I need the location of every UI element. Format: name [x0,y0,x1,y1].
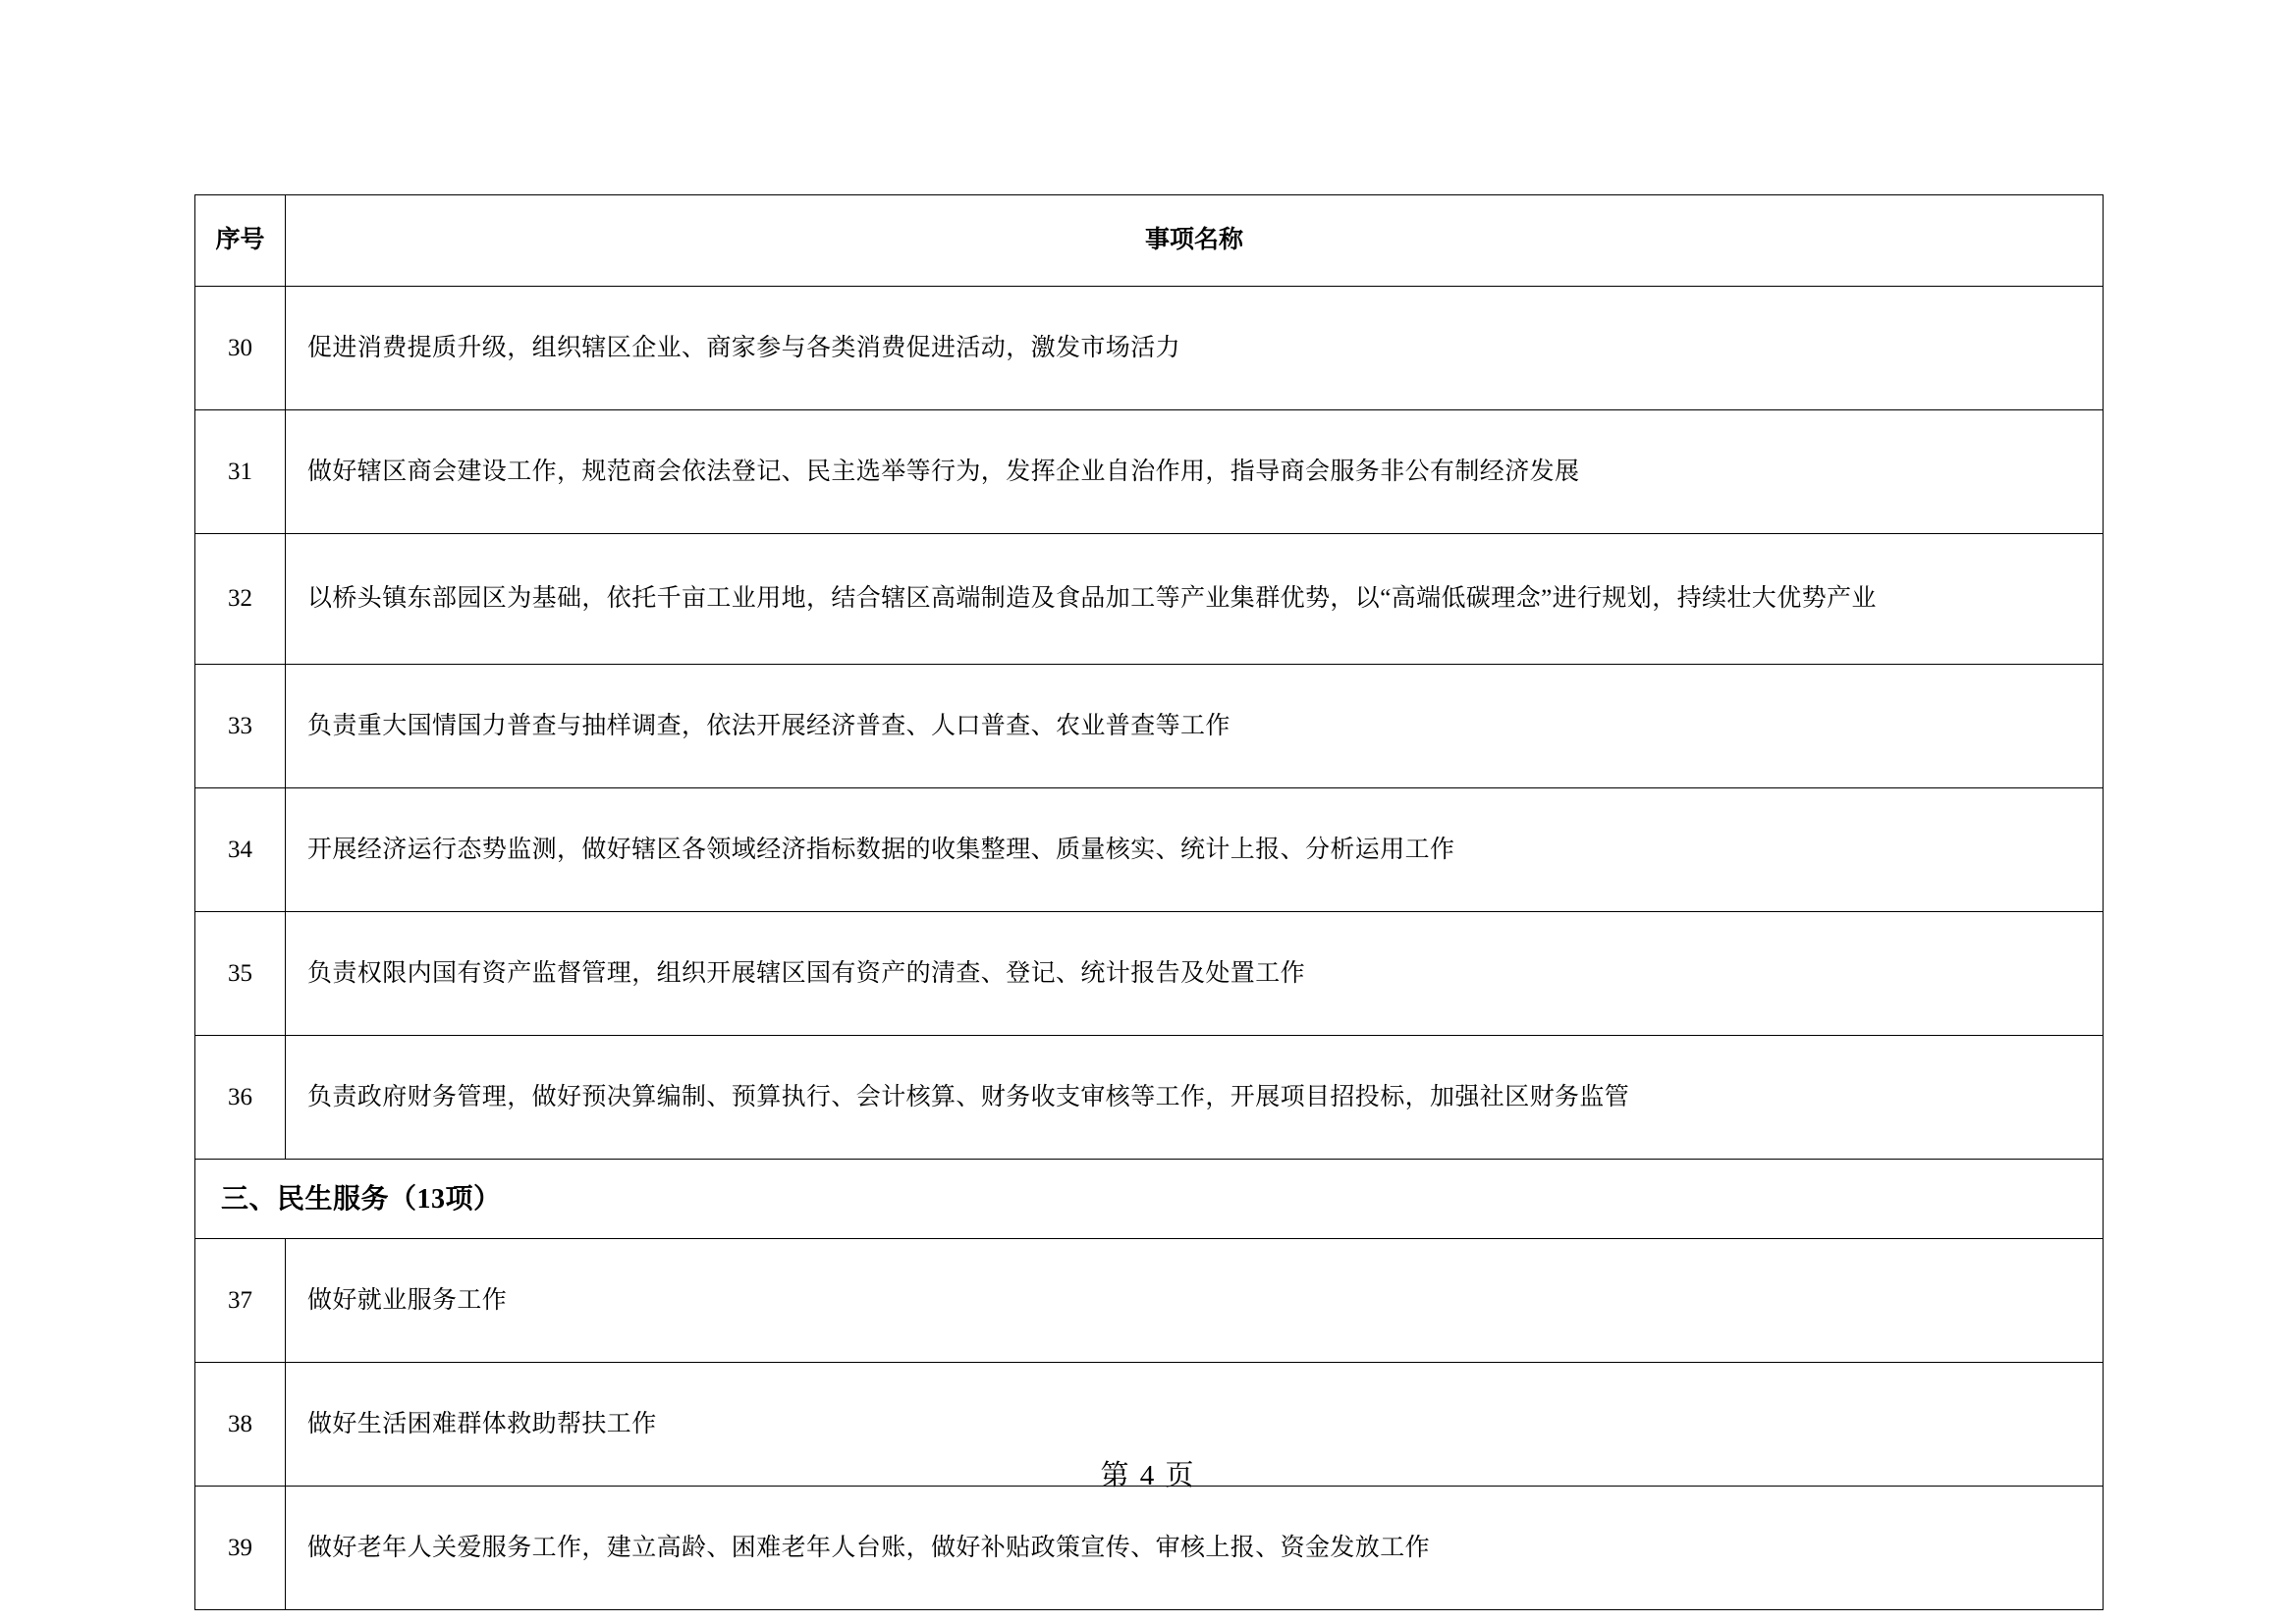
column-header-no: 序号 [195,195,286,287]
table-row [195,788,2104,912]
row-content [286,788,2104,912]
row-content [286,534,2104,665]
row-number: 30 [195,287,286,410]
row-text: 以桥头镇东部园区为基础，依托千亩工业用地，结合辖区高端制造及食品加工等产业集群优势，以“高端低碳理念”进行规划，持续壮大优势产业 [307,585,1877,613]
row-number: 39 [195,1487,286,1610]
row-content [286,912,2104,1036]
table-row [195,1239,2104,1363]
row-number: 32 [195,534,286,665]
row-number: 36 [195,1036,286,1160]
row-content [286,1487,2104,1610]
table-row [195,410,2104,534]
row-text: 做好就业服务工作 [307,1286,508,1314]
row-text: 负责重大国情国力普查与抽样调查，依法开展经济普查、人口普查、农业普查等工作 [307,712,1230,739]
row-text: 做好老年人关爱服务工作，建立高龄、困难老年人台账，做好补贴政策宣传、审核上报、资金发放工作 [307,1534,1431,1561]
table-row [195,534,2104,665]
row-content [286,1239,2104,1363]
table-row [195,287,2104,410]
row-content [286,410,2104,534]
row-content [286,1036,2104,1160]
table-row [195,1487,2104,1610]
row-text: 做好辖区商会建设工作，规范商会依法登记、民主选举等行为，发挥企业自治作用，指导商会服务非公有制经济发展 [307,458,1580,485]
table-row [195,665,2104,788]
row-number: 31 [195,410,286,534]
column-header-name: 事项名称 [286,195,2104,287]
row-text: 促进消费提质升级，组织辖区企业、商家参与各类消费促进活动，激发市场活力 [307,334,1181,361]
row-number: 38 [195,1363,286,1487]
row-text: 做好生活困难群体救助帮扶工作 [307,1410,657,1437]
row-text: 负责政府财务管理，做好预决算编制、预算执行、会计核算、财务收支审核等工作，开展项目招投标，加强社区财务监管 [307,1083,1630,1110]
row-content [286,665,2104,788]
table-row [195,912,2104,1036]
row-content [286,287,2104,410]
row-text: 负责权限内国有资产监督管理，组织开展辖区国有资产的清查、登记、统计报告及处置工作 [307,959,1306,987]
row-number: 35 [195,912,286,1036]
table-row [195,1036,2104,1160]
row-number: 37 [195,1239,286,1363]
page-footer: 第 4 页 [1100,1460,1196,1491]
row-number: 33 [195,665,286,788]
section-heading-row [195,1160,2104,1239]
table-body [195,195,2104,1610]
row-text: 开展经济运行态势监测，做好辖区各领域经济指标数据的收集整理、质量核实、统计上报、分析运用工作 [307,836,1455,863]
table-header-row [195,195,2104,287]
duty-list-table [194,194,2104,1610]
row-number: 34 [195,788,286,912]
section-title: 三、民生服务（13项） [195,1160,2104,1239]
